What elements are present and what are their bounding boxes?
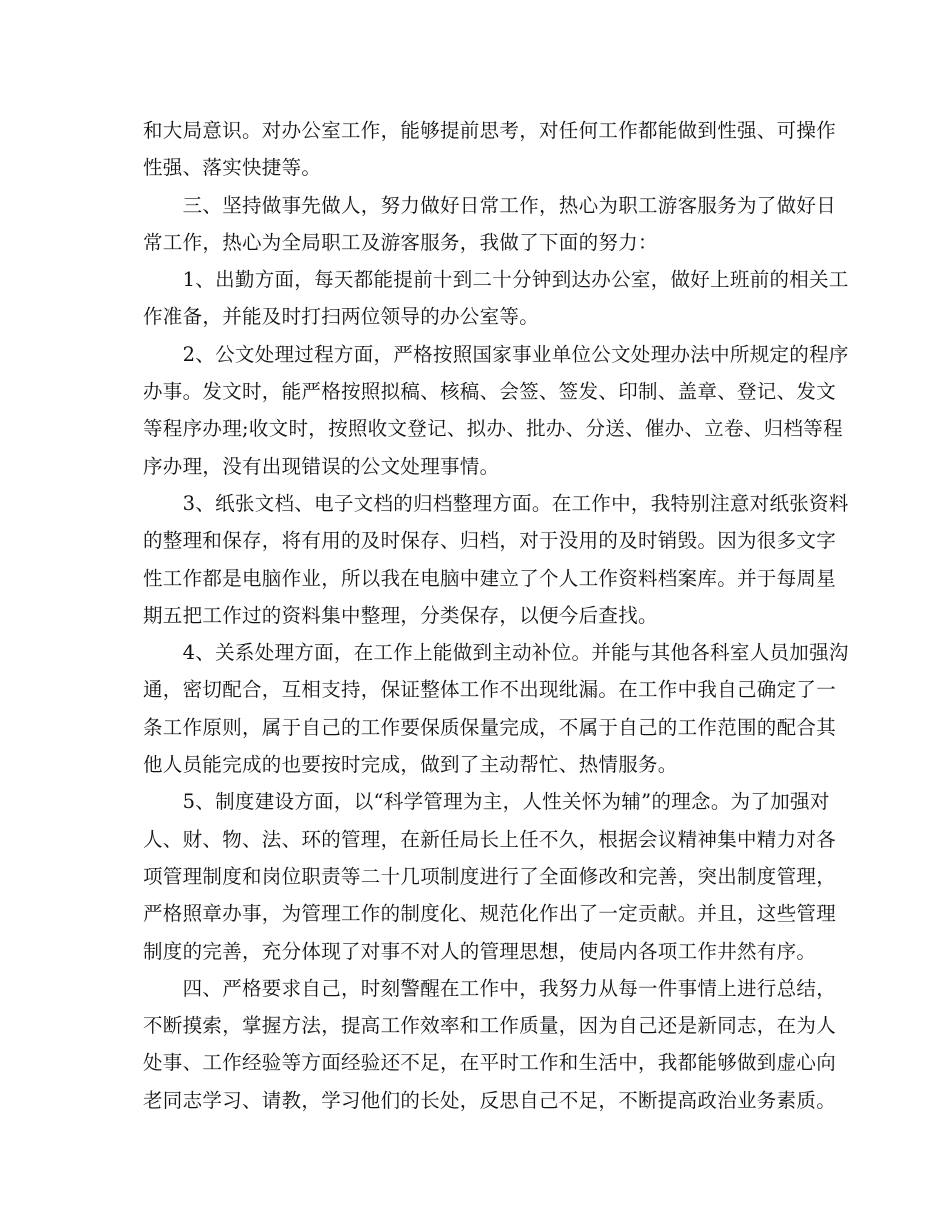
text-line: 四、严格要求自己，时刻警醒在工作中，我努力从每一件事情上进行总结，	[143, 976, 837, 1000]
text-line: 等程序办理;收文时，按照收文登记、拟办、批办、分送、催办、立卷、归档等程	[143, 417, 843, 441]
text-line: 他人员能完成的也要按时完成，做到了主动帮忙、热情服务。	[143, 753, 678, 777]
text-line: 1、出勤方面，每天都能提前十到二十分钟到达办公室，做好上班前的相关工	[143, 268, 849, 292]
text-line: 4、关系处理方面，在工作上能做到主动补位。并能与其他各科室人员加强沟	[143, 641, 849, 665]
text-line: 性强、落实快捷等。	[143, 156, 322, 180]
text-line: 常工作，热心为全局职工及游客服务，我做了下面的努力：	[143, 230, 658, 254]
text-line: 作准备，并能及时打扫两位领导的办公室等。	[143, 305, 540, 329]
text-line: 办事。发文时，能严格按照拟稿、核稿、会签、签发、印制、盖章、登记、发文	[143, 380, 837, 404]
text-line: 老同志学习、请教，学习他们的长处，反思自己不足，不断提高政治业务素质。	[143, 1088, 837, 1112]
text-line: 和大局意识。对办公室工作，能够提前思考，对任何工作都能做到性强、可操作	[143, 119, 837, 142]
text-line: 5、制度建设方面，以“科学管理为主，人性关怀为辅”的理念。为了加强对	[143, 790, 830, 814]
text-line: 序办理，没有出现错误的公文处理事情。	[143, 454, 500, 478]
text-line: 项管理制度和岗位职责等二十几项制度进行了全面修改和完善，突出制度管理，	[143, 864, 837, 888]
text-line: 制度的完善，充分体现了对事不对人的管理思想，使局内各项工作井然有序。	[143, 939, 817, 963]
text-line: 的整理和保存，将有用的及时保存、归档，对于没用的及时销毁。因为很多文字	[143, 529, 837, 553]
document-body	[143, 112, 849, 1119]
text-line: 3、纸张文档、电子文档的归档整理方面。在工作中，我特别注意对纸张资料	[143, 491, 849, 515]
text-line: 严格照章办事，为管理工作的制度化、规范化作出了一定贡献。并且，这些管理	[143, 902, 837, 926]
text-line: 2、公文处理过程方面，严格按照国家事业单位公文处理办法中所规定的程序	[143, 342, 849, 366]
text-line: 处事、工作经验等方面经验还不足，在平时工作和生活中，我都能够做到虚心向	[143, 1051, 837, 1075]
text-line: 条工作原则，属于自己的工作要保质保量完成，不属于自己的工作范围的配合其	[143, 715, 837, 739]
text-line: 通，密切配合，互相支持，保证整体工作不出现纰漏。在工作中我自己确定了一	[143, 678, 837, 702]
text-line: 人、财、物、法、环的管理，在新任局长上任不久，根据会议精神集中精力对各	[143, 827, 837, 851]
text-line: 性工作都是电脑作业，所以我在电脑中建立了个人工作资料档案库。并于每周星	[143, 566, 837, 590]
text-line: 不断摸索，掌握方法，提高工作效率和工作质量，因为自己还是新同志，在为人	[143, 1014, 837, 1038]
text-line: 期五把工作过的资料集中整理，分类保存，以便今后查找。	[143, 603, 658, 627]
text-line: 三、坚持做事先做人，努力做好日常工作，热心为职工游客服务为了做好日	[143, 193, 837, 217]
